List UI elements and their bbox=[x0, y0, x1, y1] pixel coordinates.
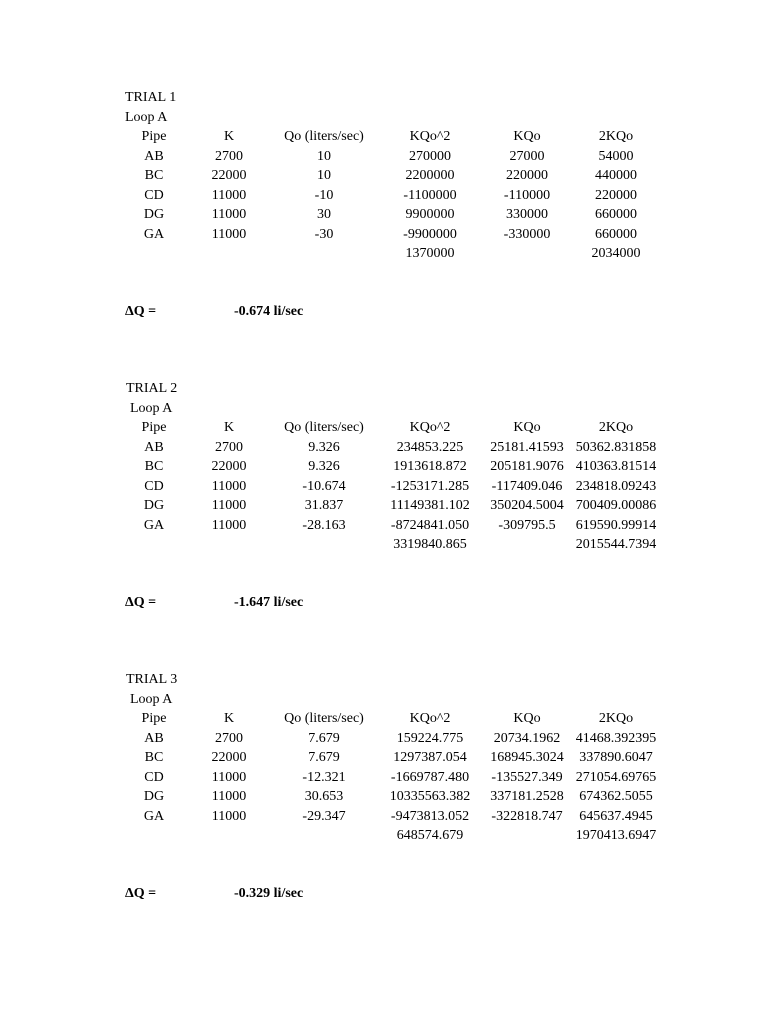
cell-2kqo: 337890.6047 bbox=[579, 750, 653, 765]
cell-qo: 10 bbox=[317, 168, 331, 183]
cell-kqo: -322818.747 bbox=[491, 808, 563, 824]
cell-kqo2: 234853.225 bbox=[396, 439, 464, 455]
header-kqo: KQo bbox=[513, 711, 541, 726]
sum-2kqo: 2015544.7394 bbox=[575, 537, 657, 552]
cell-k: 11000 bbox=[211, 517, 247, 533]
cell-kqo: -110000 bbox=[503, 187, 551, 203]
trial-title: TRIAL 3 bbox=[126, 672, 178, 687]
cell-qo: -28.163 bbox=[302, 517, 346, 533]
cell-2kqo: 619590.99914 bbox=[575, 517, 657, 533]
cell-2kqo: 660000 bbox=[595, 207, 637, 222]
cell-pipe: BC bbox=[144, 459, 164, 474]
cell-kqo: 220000 bbox=[506, 168, 548, 183]
delta-q-label: ΔQ = bbox=[125, 304, 157, 319]
cell-pipe: AB bbox=[144, 439, 164, 455]
sum-2kqo: 2034000 bbox=[591, 246, 641, 261]
cell-pipe: CD bbox=[144, 187, 164, 203]
header-k: K bbox=[223, 129, 235, 144]
cell-qo: -30 bbox=[314, 226, 334, 242]
header-kqo: KQo bbox=[513, 420, 541, 435]
cell-2kqo: 50362.831858 bbox=[575, 439, 657, 455]
cell-pipe: BC bbox=[144, 750, 164, 765]
cell-kqo: 337181.2528 bbox=[490, 789, 564, 804]
cell-k: 11000 bbox=[211, 769, 247, 785]
header-2kqo: 2KQo bbox=[598, 420, 634, 435]
trial-title: TRIAL 1 bbox=[125, 90, 177, 105]
cell-kqo2: 270000 bbox=[409, 148, 451, 164]
cell-k: 11000 bbox=[211, 187, 247, 203]
sum-kqo2: 1370000 bbox=[405, 246, 455, 261]
cell-kqo2: 159224.775 bbox=[396, 730, 464, 746]
trial-title: TRIAL 2 bbox=[126, 381, 178, 396]
cell-pipe: AB bbox=[144, 148, 164, 164]
cell-kqo2: -1669787.480 bbox=[390, 769, 470, 785]
cell-qo: 30.653 bbox=[304, 789, 344, 804]
cell-kqo2: 1297387.054 bbox=[393, 750, 467, 765]
loop-label: Loop A bbox=[130, 691, 173, 707]
cell-k: 11000 bbox=[211, 226, 247, 242]
cell-pipe: GA bbox=[143, 517, 165, 533]
header-kqo: KQo bbox=[513, 129, 541, 144]
cell-k: 2700 bbox=[215, 439, 243, 455]
cell-kqo: 25181.41593 bbox=[490, 439, 564, 455]
cell-qo: 9.326 bbox=[308, 439, 340, 455]
cell-kqo: -309795.5 bbox=[498, 517, 556, 533]
delta-q-label: ΔQ = bbox=[125, 595, 157, 610]
cell-qo: -12.321 bbox=[302, 769, 346, 785]
cell-qo: 30 bbox=[317, 207, 331, 222]
cell-2kqo: 660000 bbox=[595, 226, 637, 242]
cell-pipe: DG bbox=[143, 498, 165, 513]
cell-2kqo: 234818.09243 bbox=[575, 478, 657, 494]
header-2kqo: 2KQo bbox=[598, 129, 634, 144]
header-qo: Qo (liters/sec) bbox=[284, 420, 364, 435]
cell-2kqo: 674362.5055 bbox=[579, 789, 653, 804]
cell-kqo2: 9900000 bbox=[405, 207, 455, 222]
cell-k: 11000 bbox=[211, 789, 247, 804]
cell-pipe: BC bbox=[144, 168, 164, 183]
cell-k: 2700 bbox=[215, 148, 243, 164]
cell-2kqo: 271054.69765 bbox=[575, 769, 657, 785]
cell-qo: 31.837 bbox=[304, 498, 344, 513]
cell-kqo: -135527.349 bbox=[491, 769, 563, 785]
cell-2kqo: 220000 bbox=[595, 187, 637, 203]
cell-2kqo: 700409.00086 bbox=[575, 498, 657, 513]
cell-kqo: 27000 bbox=[509, 148, 545, 164]
header-kqo2: KQo^2 bbox=[409, 129, 451, 144]
header-k: K bbox=[223, 420, 235, 435]
header-k: K bbox=[223, 711, 235, 726]
cell-k: 22000 bbox=[211, 168, 247, 183]
header-qo: Qo (liters/sec) bbox=[284, 711, 364, 726]
cell-pipe: AB bbox=[144, 730, 164, 746]
cell-pipe: CD bbox=[144, 478, 164, 494]
cell-pipe: CD bbox=[144, 769, 164, 785]
cell-kqo2: 1913618.872 bbox=[393, 459, 467, 474]
sum-2kqo: 1970413.6947 bbox=[575, 828, 657, 843]
cell-k: 11000 bbox=[211, 808, 247, 824]
cell-kqo2: -9900000 bbox=[403, 226, 457, 242]
cell-2kqo: 54000 bbox=[598, 148, 634, 164]
cell-qo: -10.674 bbox=[302, 478, 346, 494]
cell-qo: 7.679 bbox=[308, 750, 340, 765]
cell-qo: -10 bbox=[314, 187, 334, 203]
header-qo: Qo (liters/sec) bbox=[284, 129, 364, 144]
cell-qo: 10 bbox=[317, 148, 331, 164]
cell-k: 11000 bbox=[211, 207, 247, 222]
header-2kqo: 2KQo bbox=[598, 711, 634, 726]
delta-q-value: -0.329 li/sec bbox=[234, 886, 304, 901]
cell-k: 22000 bbox=[211, 750, 247, 765]
cell-pipe: GA bbox=[143, 226, 165, 242]
cell-qo: 7.679 bbox=[308, 730, 340, 746]
delta-q-value: -1.647 li/sec bbox=[234, 595, 304, 610]
loop-label: Loop A bbox=[130, 400, 173, 416]
cell-kqo2: 11149381.102 bbox=[390, 498, 470, 513]
delta-q-label: ΔQ = bbox=[125, 886, 157, 901]
cell-k: 22000 bbox=[211, 459, 247, 474]
header-pipe: Pipe bbox=[141, 129, 167, 144]
cell-pipe: DG bbox=[143, 207, 165, 222]
cell-kqo: -330000 bbox=[503, 226, 551, 242]
cell-pipe: GA bbox=[143, 808, 165, 824]
cell-kqo2: -8724841.050 bbox=[390, 517, 470, 533]
sum-kqo2: 648574.679 bbox=[396, 828, 464, 843]
cell-kqo2: 2200000 bbox=[405, 168, 455, 183]
cell-kqo: 330000 bbox=[506, 207, 548, 222]
sum-kqo2: 3319840.865 bbox=[393, 537, 467, 552]
header-pipe: Pipe bbox=[141, 420, 167, 435]
header-kqo2: KQo^2 bbox=[409, 420, 451, 435]
cell-qo: 9.326 bbox=[308, 459, 340, 474]
cell-k: 11000 bbox=[211, 498, 247, 513]
header-pipe: Pipe bbox=[141, 711, 167, 726]
header-kqo2: KQo^2 bbox=[409, 711, 451, 726]
cell-kqo: 205181.9076 bbox=[490, 459, 564, 474]
cell-2kqo: 645637.4945 bbox=[579, 808, 653, 824]
cell-2kqo: 41468.392395 bbox=[575, 730, 657, 746]
delta-q-value: -0.674 li/sec bbox=[234, 304, 304, 319]
cell-pipe: DG bbox=[143, 789, 165, 804]
cell-k: 11000 bbox=[211, 478, 247, 494]
cell-k: 2700 bbox=[215, 730, 243, 746]
cell-kqo: 168945.3024 bbox=[490, 750, 564, 765]
cell-kqo: 20734.1962 bbox=[493, 730, 561, 746]
cell-kqo: 350204.5004 bbox=[490, 498, 564, 513]
cell-kqo2: 10335563.382 bbox=[389, 789, 471, 804]
loop-label: Loop A bbox=[125, 109, 168, 125]
cell-kqo2: -1253171.285 bbox=[390, 478, 470, 494]
cell-2kqo: 410363.81514 bbox=[575, 459, 657, 474]
cell-2kqo: 440000 bbox=[595, 168, 637, 183]
cell-qo: -29.347 bbox=[302, 808, 346, 824]
cell-kqo: -117409.046 bbox=[491, 478, 563, 494]
cell-kqo2: -1100000 bbox=[403, 187, 457, 203]
cell-kqo2: -9473813.052 bbox=[390, 808, 470, 824]
